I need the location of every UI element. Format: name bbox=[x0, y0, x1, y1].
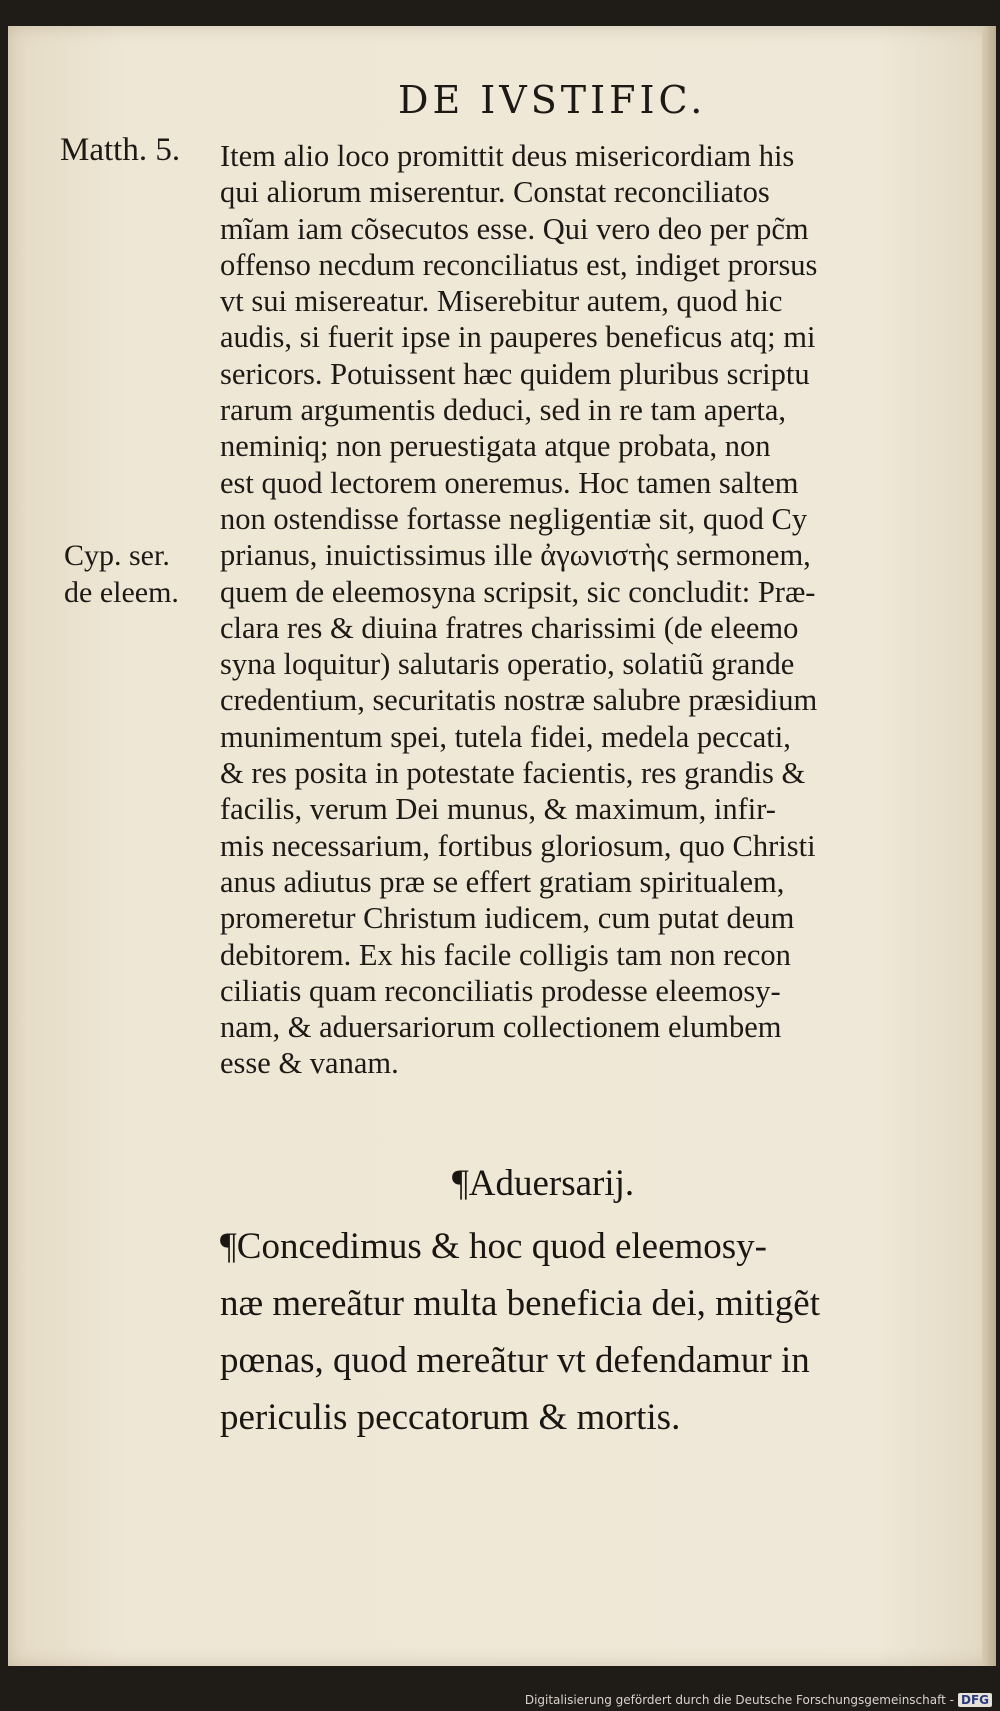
text-line: clara res & diuina fratres charissimi (de eleemo bbox=[220, 610, 799, 645]
page-spine-edge bbox=[982, 26, 996, 1666]
margin-note-cyp-line1: Cyp. ser. bbox=[64, 539, 170, 572]
section-line: periculis peccatorum & mortis. bbox=[220, 1397, 681, 1438]
text-line: syna loquitur) salutaris operatio, solatiũ grande bbox=[220, 647, 795, 682]
text-line: anus adiutus præ se effert gratiam spiritualem, bbox=[220, 864, 785, 899]
margin-note-cyp-line2: de eleem. bbox=[64, 576, 179, 609]
text-line: non ostendisse fortasse negligentiæ sit, quod Cy bbox=[220, 501, 808, 536]
text-line: promeretur Christum iudicem, cum putat deum bbox=[220, 901, 795, 936]
dfg-logo: DFG bbox=[958, 1693, 992, 1707]
body-text bbox=[220, 138, 920, 1082]
text-line: mĩam iam cõsecutos esse. Qui vero deo per pc̃m bbox=[220, 211, 809, 246]
margin-note-matth: Matth. 5. bbox=[60, 132, 181, 168]
text-line: offenso necdum reconciliatus est, indiget prorsus bbox=[220, 247, 818, 282]
text-line: qui aliorum miserentur. Constat reconciliatos bbox=[220, 175, 770, 210]
text-line: sericors. Potuissent hæc quidem pluribus scriptu bbox=[220, 356, 810, 391]
text-line: & res posita in potestate facientis, res grandis & bbox=[220, 756, 806, 791]
text-line: prianus, inuictissimus ille ἀγωνιστὴς sermonem, bbox=[220, 538, 811, 573]
text-line: quem de eleemosyna scripsit, sic concludit: Præ- bbox=[220, 574, 816, 609]
text-line: facilis, verum Dei munus, & maximum, infir- bbox=[220, 792, 776, 827]
text-line: munimentum spei, tutela fidei, medela peccati, bbox=[220, 719, 791, 754]
footer-text: Digitalisierung gefördert durch die Deutsche Forschungsgemeinschaft - bbox=[524, 1693, 954, 1707]
text-line: rarum argumentis deduci, sed in re tam aperta, bbox=[220, 393, 787, 428]
text-line: neminiq; non peruestigata atque probata, non bbox=[220, 429, 771, 464]
text-line: Item alio loco promittit deus misericordiam his bbox=[220, 139, 795, 173]
funding-footer bbox=[525, 1693, 992, 1707]
section-line: næ mereãtur multa beneficia dei, mitigẽt bbox=[220, 1283, 821, 1324]
text-line: audis, si fuerit ipse in pauperes beneficus atq; mi bbox=[220, 320, 816, 355]
text-line: ciliatis quam reconciliatis prodesse eleemosy- bbox=[220, 973, 781, 1008]
section-heading: ¶Aduersarij. bbox=[452, 1163, 635, 1204]
text-line: credentium, securitatis nostræ salubre præsidium bbox=[220, 683, 818, 718]
running-title: DE IVSTIFIC. bbox=[398, 78, 707, 122]
text-line: vt sui misereatur. Miserebitur autem, quod hic bbox=[220, 284, 783, 319]
book-page bbox=[8, 26, 996, 1666]
section-line: ¶Concedimus & hoc quod eleemosy- bbox=[220, 1226, 767, 1267]
text-line: est quod lectorem oneremus. Hoc tamen saltem bbox=[220, 465, 799, 500]
text-line: nam, & aduersariorum collectionem elumbem bbox=[220, 1010, 782, 1045]
text-line: mis necessarium, fortibus gloriosum, quo Christi bbox=[220, 828, 816, 863]
text-line: esse & vanam. bbox=[220, 1046, 399, 1081]
text-line: debitorem. Ex his facile colligis tam non recon bbox=[220, 937, 791, 972]
section-text bbox=[220, 1218, 940, 1446]
section-line: pœnas, quod mereãtur vt defendamur in bbox=[220, 1340, 810, 1381]
